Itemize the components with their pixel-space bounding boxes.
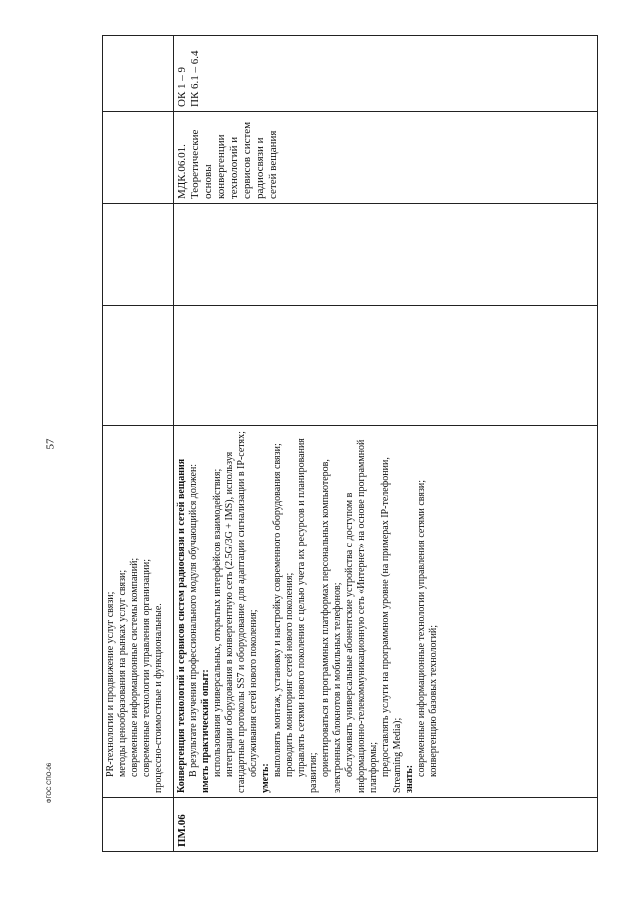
empty-cell bbox=[103, 204, 174, 306]
module-title: Конвергенция технологий и сервисов систем радиосвязи и сетей вещания bbox=[176, 458, 187, 793]
module-code: ПМ.06 bbox=[174, 798, 598, 852]
curriculum-table bbox=[102, 35, 598, 852]
empty-cell bbox=[103, 306, 174, 426]
competence-general: ОК 1 – 9 bbox=[176, 66, 188, 107]
competence-cell bbox=[174, 36, 598, 112]
knowledge-item: конвергенцию базовых технологий; bbox=[428, 624, 439, 777]
experience-item: обслуживания сетей нового поколения; bbox=[248, 609, 259, 777]
footer-code: ФГОС СПО-06 bbox=[47, 762, 54, 804]
description-cell bbox=[103, 426, 174, 798]
skill-item: предоставлять услуги на программном уровне (на примерах IP-телефонии, Streaming Media); bbox=[380, 457, 403, 793]
description-line: методы ценообразования на рынках услуг связи; bbox=[117, 569, 128, 777]
empty-cell bbox=[174, 204, 598, 306]
experience-item: интеграции оборудования в конвергентную сеть (2.5G/3G + IMS), используя стандартные протоколы SS7 и оборудование для адаптации сигнализации в IP-сетях; bbox=[224, 431, 247, 793]
skill-item: проводить мониторинг сетей нового поколения; bbox=[284, 572, 295, 777]
table-row bbox=[174, 36, 598, 852]
description-line: современные информационные системы компаний; bbox=[129, 557, 140, 777]
mdk-code: МДК.06.01. bbox=[176, 144, 188, 199]
code-cell-empty bbox=[103, 798, 174, 852]
experience-label: иметь практический опыт: bbox=[200, 669, 211, 793]
mdk-cell bbox=[174, 112, 598, 204]
skill-item: ориентироваться в программных платформах персональных компьютеров, электронных блокнотов и мобильных телефонов; bbox=[320, 459, 343, 793]
description-line: PR-технологии и продвижение услуг связи; bbox=[105, 591, 116, 777]
skill-item: управлять сетями нового поколения с целью учета их ресурсов и планирования развития; bbox=[296, 438, 319, 793]
intro-text: В результате изучения профессионального модуля обучающийся должен: bbox=[188, 463, 199, 777]
competence-cell-empty bbox=[103, 36, 174, 112]
competence-professional: ПК 6.1 – 6.4 bbox=[189, 50, 201, 107]
empty-cell bbox=[174, 306, 598, 426]
table-row bbox=[103, 36, 174, 852]
knowledge-item: современные информационные технологии управления сетями связи; bbox=[416, 479, 427, 777]
mdk-title: Теоретические основы конвергенции технологий и сервисов систем радиосвязи и сетей вещания bbox=[189, 121, 279, 199]
mdk-cell-empty bbox=[103, 112, 174, 204]
knowledge-label: знать: bbox=[404, 764, 415, 793]
skill-item: обслуживать универсальные абонентские устройства с доступом в информационно-телекоммуникационную сеть «Интернет» на основе программной платформы; bbox=[344, 439, 379, 793]
page-number: 57 bbox=[44, 438, 57, 450]
description-line: современные технологии управления организации; bbox=[141, 559, 152, 777]
description-line: процессно-стоимостные и функциональные. bbox=[153, 603, 164, 793]
skill-item: выполнять монтаж, установку и настройку современного оборудования связи; bbox=[272, 443, 283, 777]
rotated-table-wrapper bbox=[102, 36, 598, 852]
experience-item: использования универсальных, открытых интерфейсов взаимодействия; bbox=[212, 468, 223, 777]
description-cell bbox=[174, 426, 598, 798]
skills-label: уметь: bbox=[260, 763, 271, 793]
